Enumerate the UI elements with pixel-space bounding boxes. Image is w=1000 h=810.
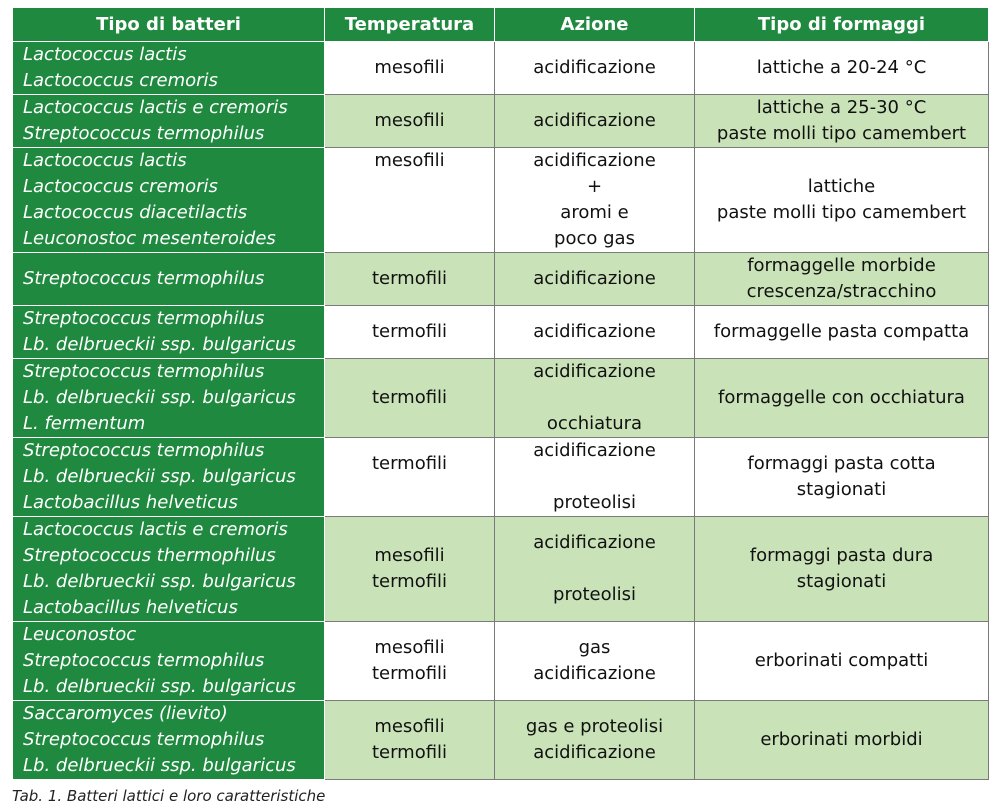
cell-bacteria [13, 517, 325, 622]
table-row [13, 438, 989, 517]
cell-bacteria-line: Lactobacillus helveticus [23, 492, 238, 513]
cell-temperatura-line: termofili [371, 321, 448, 342]
cell-formaggi-line: stagionati [796, 479, 887, 500]
table-body [13, 42, 989, 780]
header-tipo-di-batteri: Tipo di batteri [13, 8, 325, 42]
cell-temperatura-line: mesofili [374, 150, 445, 171]
cell-bacteria-line: Streptococcus termophilus [23, 361, 265, 382]
cell-temperatura-line: mesofili [374, 110, 445, 131]
cell-temperatura-line: termofili [371, 742, 448, 763]
cell-formaggi [695, 42, 989, 95]
cell-temperatura [325, 253, 495, 306]
cell-formaggi-line: crescenza/stracchino [746, 281, 937, 302]
table-row [13, 95, 989, 148]
cell-bacteria [13, 95, 325, 148]
cell-formaggi [695, 701, 989, 780]
header-temperatura: Temperatura [325, 8, 495, 42]
cell-bacteria [13, 148, 325, 253]
cell-azione-line: occhiatura [546, 413, 643, 434]
header-tipo-di-formaggi: Tipo di formaggi [695, 8, 989, 42]
cell-azione-line: acidificazione [533, 440, 656, 461]
cell-bacteria-line: L. fermentum [23, 413, 146, 434]
cell-azione-line: + [586, 176, 603, 197]
cell-azione-line: aromi e [560, 202, 629, 223]
cell-formaggi [695, 438, 989, 517]
cell-bacteria-line: Streptococcus termophilus [23, 308, 265, 329]
cell-temperatura [325, 306, 495, 359]
table-row [13, 42, 989, 95]
cell-azione [495, 42, 695, 95]
cell-formaggi [695, 306, 989, 359]
cell-formaggi [695, 517, 989, 622]
table-row [13, 517, 989, 622]
cell-temperatura-line: mesofili [374, 57, 445, 78]
cell-bacteria-line: Lb. delbrueckii ssp. bulgaricus [23, 755, 296, 776]
cell-temperatura-line [325, 226, 494, 252]
header-azione: Azione [495, 8, 695, 42]
table-caption: Tab. 1. Batteri lattici e loro caratteristiche [12, 787, 326, 805]
cell-azione-line: acidificazione [533, 742, 656, 763]
cell-temperatura [325, 438, 495, 517]
cell-bacteria-line: Lb. delbrueckii ssp. bulgaricus [23, 466, 296, 487]
cell-temperatura-line: termofili [371, 453, 448, 474]
cell-temperatura-line: mesofili [374, 545, 445, 566]
cell-azione-line [495, 556, 694, 582]
cell-bacteria-line: Lactococcus diacetilactis [23, 202, 248, 223]
cell-temperatura [325, 148, 495, 253]
cell-temperatura-line: termofili [371, 387, 448, 408]
cell-bacteria-line: Lb. delbrueckii ssp. bulgaricus [23, 334, 296, 355]
cell-temperatura [325, 95, 495, 148]
cell-formaggi [695, 253, 989, 306]
cell-formaggi-line: erborinati morbidi [760, 729, 923, 750]
cell-bacteria-line: Streptococcus termophilus [23, 650, 265, 671]
cell-azione-line: acidificazione [533, 532, 656, 553]
cell-bacteria-line: Streptococcus thermophilus [23, 545, 276, 566]
cell-azione-line: proteolisi [553, 584, 636, 605]
cell-bacteria-line: Lb. delbrueckii ssp. bulgaricus [23, 571, 296, 592]
cell-temperatura-line [325, 200, 494, 226]
cell-azione-line: proteolisi [553, 492, 636, 513]
cell-azione-line [495, 464, 694, 490]
cell-formaggi-line: erborinati compatti [754, 650, 929, 671]
cell-azione-line: gas e proteolisi [525, 716, 664, 737]
cell-azione-line: acidificazione [533, 268, 656, 289]
cell-temperatura-line [325, 477, 494, 503]
cell-azione-line [495, 385, 694, 411]
cell-bacteria-line: Leuconostoc mesenteroides [23, 228, 276, 249]
cell-bacteria-line: Lactococcus lactis [23, 150, 187, 171]
cell-bacteria-line: Lb. delbrueckii ssp. bulgaricus [23, 387, 296, 408]
cell-azione-line: acidificazione [533, 361, 656, 382]
cell-azione-line: acidificazione [533, 150, 656, 171]
cell-bacteria-line: Streptococcus termophilus [23, 268, 265, 289]
cell-bacteria-line: Streptococcus termophilus [23, 729, 265, 750]
cell-azione [495, 622, 695, 701]
table-row [13, 701, 989, 780]
cell-temperatura [325, 359, 495, 438]
cell-azione [495, 95, 695, 148]
cell-bacteria-line: Lactococcus lactis e cremoris [23, 519, 288, 540]
cell-azione [495, 253, 695, 306]
bacteria-table [12, 7, 989, 780]
cell-bacteria-line: Saccaromyces (lievito) [23, 703, 228, 724]
cell-bacteria-line: Leuconostoc [23, 624, 137, 645]
cell-azione-line: poco gas [554, 228, 635, 249]
cell-formaggi-line: paste molli tipo camembert [716, 202, 967, 223]
cell-bacteria-line: Lactococcus lactis e cremoris [23, 97, 288, 118]
table-row [13, 148, 989, 253]
cell-bacteria [13, 438, 325, 517]
cell-bacteria [13, 42, 325, 95]
cell-formaggi-line: formaggi pasta cotta [747, 453, 936, 474]
cell-formaggi-line: formaggelle pasta compatta [713, 321, 970, 342]
cell-formaggi [695, 148, 989, 253]
cell-formaggi-line: lattiche [807, 176, 876, 197]
cell-temperatura-line [325, 174, 494, 200]
cell-formaggi-line: formaggi pasta dura [749, 545, 934, 566]
cell-bacteria [13, 701, 325, 780]
cell-azione-line: acidificazione [533, 110, 656, 131]
cell-bacteria-line: Streptococcus termophilus [23, 440, 265, 461]
cell-bacteria-line: Lb. delbrueckii ssp. bulgaricus [23, 676, 296, 697]
cell-azione [495, 438, 695, 517]
cell-azione [495, 306, 695, 359]
cell-temperatura [325, 622, 495, 701]
cell-temperatura [325, 517, 495, 622]
cell-azione-line: acidificazione [533, 663, 656, 684]
table-row [13, 622, 989, 701]
cell-temperatura-line: termofili [371, 268, 448, 289]
cell-bacteria-line: Lactobacillus helveticus [23, 597, 238, 618]
cell-formaggi-line: formaggelle morbide [747, 255, 936, 276]
cell-bacteria-line: Lactococcus cremoris [23, 70, 218, 91]
cell-azione-line: gas [578, 637, 611, 658]
cell-temperatura [325, 701, 495, 780]
cell-formaggi-line: lattiche a 25-30 °C [756, 97, 927, 118]
cell-azione [495, 359, 695, 438]
cell-azione-line: acidificazione [533, 57, 656, 78]
cell-bacteria-line: Lactococcus lactis [23, 44, 187, 65]
table-row [13, 253, 989, 306]
cell-azione [495, 701, 695, 780]
cell-temperatura-line: mesofili [374, 637, 445, 658]
cell-bacteria [13, 622, 325, 701]
cell-azione [495, 517, 695, 622]
cell-temperatura [325, 42, 495, 95]
cell-formaggi-line: stagionati [796, 571, 887, 592]
cell-azione-line: acidificazione [533, 321, 656, 342]
cell-bacteria [13, 253, 325, 306]
cell-azione [495, 148, 695, 253]
cell-formaggi-line: lattiche a 20-24 °C [756, 57, 927, 78]
cell-bacteria-line: Lactococcus cremoris [23, 176, 218, 197]
cell-bacteria [13, 359, 325, 438]
cell-bacteria [13, 306, 325, 359]
cell-formaggi [695, 359, 989, 438]
cell-formaggi [695, 95, 989, 148]
cell-bacteria-line: Streptococcus termophilus [23, 123, 265, 144]
cell-temperatura-line: termofili [371, 571, 448, 592]
table-row [13, 306, 989, 359]
table-header-row [13, 8, 989, 42]
cell-temperatura-line: termofili [371, 663, 448, 684]
cell-formaggi-line: paste molli tipo camembert [716, 123, 967, 144]
cell-formaggi-line: formaggelle con occhiatura [718, 387, 965, 408]
cell-temperatura-line: mesofili [374, 716, 445, 737]
cell-formaggi [695, 622, 989, 701]
table-row [13, 359, 989, 438]
